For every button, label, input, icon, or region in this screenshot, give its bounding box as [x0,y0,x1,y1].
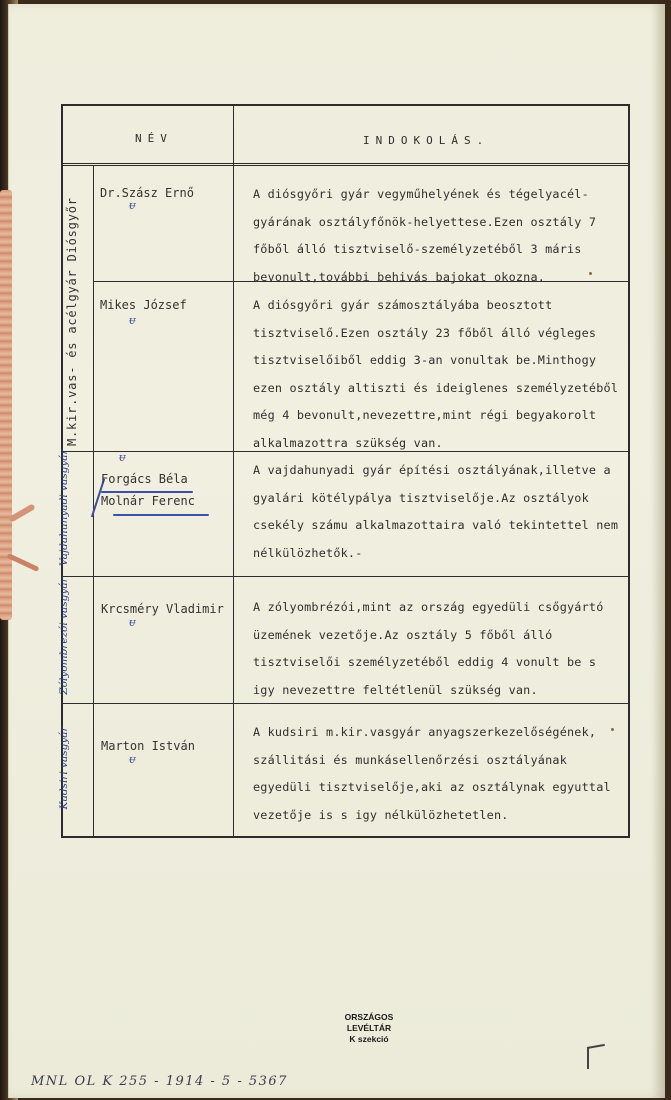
tick-mark: ᵾ [119,451,126,464]
header-name: NÉV [135,132,173,145]
row-name: Krcsméry Vladimir [101,602,224,616]
tick-mark: ᵾ [129,314,136,327]
group-divider [63,576,628,577]
group-label-zolyombrezo: Zólyombrezói vasgyár [58,577,70,695]
paper-speck [611,728,614,731]
group-column-divider [93,166,94,836]
archive-stamp [327,1012,411,1045]
group-label-vajdahunyad: Vajdahunyadi vasgyár [58,449,70,566]
header-rule [63,163,628,166]
row-reason: A vajdahunyadi gyár építési osztályának,illetve a gyalári kötélypálya tisztviselője.Az osztályok csekély számu alkalmazottaira való tekintettel nem nélkülözhetők.- [253,463,619,560]
row-reason: A zólyombrézói,mint az ország egyedüli csőgyártó üzemének vezetője.Az osztály 5 főből álló tisztviselői személyzetéből eddig 4 vonult be s igy nevezettre feltétlenül szükség van. [253,600,604,697]
ink-underline [113,514,209,516]
group-label-diosgyor: M.kir.vas- és acélgyár Diósgyőr [65,197,79,446]
row-name: Marton István [101,739,195,753]
pen-check-mark [587,1047,589,1069]
row-name: Molnár Ferenc [101,494,195,508]
row-name: Dr.Szász Ernő [100,186,194,200]
exemption-table [58,104,630,838]
tick-mark: ᵾ [129,616,136,629]
stamp-line-2: K szekció [349,1034,389,1044]
row-reason: A diósgyőri gyár számosztályába beosztott tisztviselő.Ezen osztály 23 főből álló végleges tisztviselőiből eddig 3-an vonultak be.Minthogy ezen osztály altiszti és ideiglenes személyzetéből még 4 bevonult,nevezettre,mint régi begyakorolt alkalmazottra szükség van. [253,298,619,450]
row-name: Forgács Béla [101,472,188,486]
row-reason: A kudsiri m.kir.vasgyár anyagszerkezelőségének, szállitási és munkásellenőrzési osztályának egyedüli tisztviselője,aki az osztálynak egyuttal vezetője is s igy nélkülözhetetlen. [253,725,611,822]
row-name: Mikes József [100,298,187,312]
archive-reference: MNL OL K 255 - 1914 - 5 - 5367 [31,1074,288,1089]
stamp-line-1: ORSZÁGOS LEVÉLTÁR [344,1012,394,1033]
document-page [8,4,665,1098]
paper-speck [589,272,592,275]
header-reason: INDOKOLÁS. [363,134,490,147]
ink-underline [101,491,193,493]
row-reason: A diósgyőri gyár vegyműhelyének és tégelyacél-gyárának osztályfőnök-helyettese.Ezen osztály 7 főből álló tisztviselő-személyzetéből 3 máris bevonult,további behivás bajokat okozna. [253,187,597,284]
page-edge-shadow [651,4,665,1098]
tick-mark: ᵾ [129,199,136,212]
group-label-kudsir: Kudsiri vasgyár [58,726,70,810]
tick-mark: ᵾ [129,753,136,766]
name-column-divider [233,106,234,836]
